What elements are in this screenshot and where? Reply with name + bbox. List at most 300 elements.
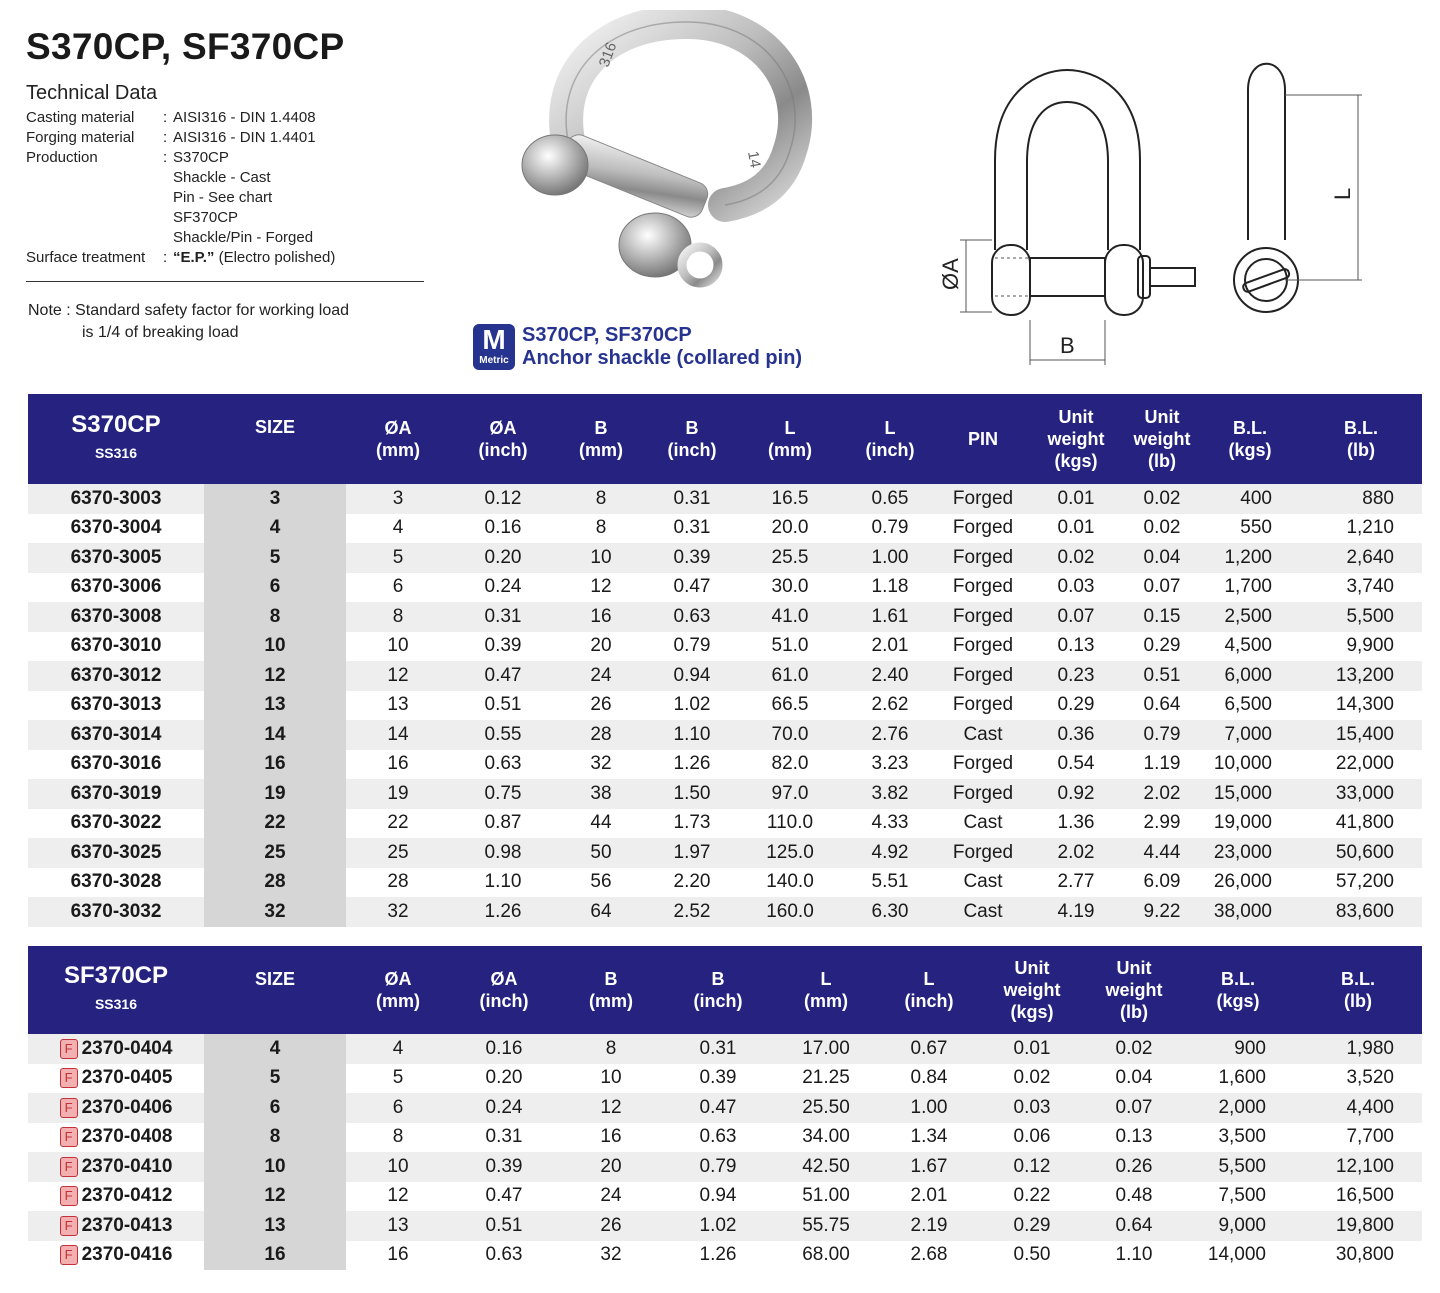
size-cell: 19	[204, 779, 346, 809]
table-cell: 3,520	[1294, 1064, 1422, 1094]
table-cell: 0.94	[664, 1182, 772, 1212]
table-cell: 13	[346, 691, 450, 721]
table-cell: 0.16	[450, 1034, 558, 1064]
table-cell: Forged	[938, 779, 1028, 809]
size-cell: 8	[204, 1123, 346, 1153]
table-cell: 8	[346, 602, 450, 632]
table-cell: 0.54	[1028, 750, 1124, 780]
table-cell: 400	[1200, 484, 1300, 514]
table-cell: 0.20	[450, 543, 556, 573]
tech-value: AISI316 - DIN 1.4401	[173, 129, 316, 146]
item-code-cell: 6370-3012	[28, 661, 204, 691]
table-cell: 4,500	[1200, 632, 1300, 662]
size-cell: 16	[204, 1241, 346, 1271]
table-cell: 83,600	[1300, 897, 1422, 927]
table-cell: 1.36	[1028, 809, 1124, 839]
table-cell: 110.0	[738, 809, 842, 839]
table-cell: 8	[556, 484, 646, 514]
tech-label: Production	[26, 149, 98, 166]
table-cell: 0.79	[1124, 720, 1200, 750]
table-cell: 0.79	[664, 1152, 772, 1182]
forged-badge: F	[60, 1098, 78, 1118]
table-cell: 0.64	[1086, 1211, 1182, 1241]
item-code-cell: 6370-3022	[28, 809, 204, 839]
table-cell: 4	[346, 514, 450, 544]
table-cell: 0.51	[450, 1211, 558, 1241]
table-row	[28, 1093, 1422, 1123]
table-cell: Cast	[938, 809, 1028, 839]
table-cell: 0.47	[450, 1182, 558, 1212]
item-code-cell: 6370-3010	[28, 632, 204, 662]
table-cell: 1.50	[646, 779, 738, 809]
safety-note	[28, 300, 349, 344]
table-cell: 1.19	[1124, 750, 1200, 780]
forged-badge: F	[60, 1127, 78, 1147]
table-cell: 0.98	[450, 838, 556, 868]
table-row	[28, 661, 1422, 691]
size-cell: 12	[204, 661, 346, 691]
tech-value: S370CP	[173, 149, 229, 166]
table-cell: 10	[558, 1064, 664, 1094]
note-line: is 1/4 of breaking load	[82, 324, 239, 341]
table-cell: 6	[346, 573, 450, 603]
table-cell: 4.19	[1028, 897, 1124, 927]
column-header: SIZE	[204, 946, 346, 1034]
table-cell: 66.5	[738, 691, 842, 721]
tech-value: Shackle - Cast	[173, 169, 271, 186]
table-cell: 1.26	[646, 750, 738, 780]
table-cell: 4.44	[1124, 838, 1200, 868]
table-cell: Forged	[938, 632, 1028, 662]
column-header: L (mm)	[738, 394, 842, 484]
table-cell: 0.63	[664, 1123, 772, 1153]
table-cell: Cast	[938, 720, 1028, 750]
tech-row-casting: Casting material : AISI316 - DIN 1.4408	[26, 109, 316, 126]
table-cell: 0.24	[450, 1093, 558, 1123]
size-cell: 8	[204, 602, 346, 632]
table-cell: 0.79	[842, 514, 938, 544]
table-cell: 57,200	[1300, 868, 1422, 898]
table-cell: 7,000	[1200, 720, 1300, 750]
table-row	[28, 779, 1422, 809]
table-cell: 0.39	[664, 1064, 772, 1094]
tech-row-forging: Forging material : AISI316 - DIN 1.4401	[26, 129, 316, 146]
table-cell: 0.65	[842, 484, 938, 514]
tech-label: Forging material	[26, 129, 135, 146]
item-code-cell: F 2370-0413	[28, 1211, 204, 1241]
table-cell: 0.23	[1028, 661, 1124, 691]
table-cell: 1.26	[450, 897, 556, 927]
table-cell: 0.31	[450, 1123, 558, 1153]
table-cell: 1,210	[1300, 514, 1422, 544]
table-cell: 550	[1200, 514, 1300, 544]
table-cell: 140.0	[738, 868, 842, 898]
caption-description: Anchor shackle (collared pin)	[522, 347, 803, 369]
table-cell: 34.00	[772, 1123, 880, 1153]
table-cell: 3,500	[1182, 1123, 1294, 1153]
table-cell: 6.30	[842, 897, 938, 927]
table-cell: 0.01	[1028, 514, 1124, 544]
forged-badge: F	[60, 1186, 78, 1206]
table-cell: 2,000	[1182, 1093, 1294, 1123]
s370cp-table	[28, 394, 1422, 927]
column-header: ØA (inch)	[450, 394, 556, 484]
table-cell: Cast	[938, 868, 1028, 898]
table-row	[28, 514, 1422, 544]
size-cell: 4	[204, 1034, 346, 1064]
size-cell: 6	[204, 1093, 346, 1123]
table-cell: 0.02	[1124, 514, 1200, 544]
table-cell: 13,200	[1300, 661, 1422, 691]
table-cell: 38	[556, 779, 646, 809]
table-cell: 26,000	[1200, 868, 1300, 898]
technical-data-list	[26, 108, 335, 268]
table-cell: 0.39	[646, 543, 738, 573]
table-row	[28, 1211, 1422, 1241]
table-cell: 1.00	[880, 1093, 978, 1123]
divider	[26, 281, 424, 282]
item-code-cell: 6370-3014	[28, 720, 204, 750]
table-cell: Forged	[938, 543, 1028, 573]
table-cell: 0.15	[1124, 602, 1200, 632]
table-cell: 32	[558, 1241, 664, 1271]
table-cell: 1.02	[646, 691, 738, 721]
table-row	[28, 573, 1422, 603]
table-cell: 0.31	[450, 602, 556, 632]
table-cell: 0.31	[664, 1034, 772, 1064]
table-cell: 6	[346, 1093, 450, 1123]
size-cell: 22	[204, 809, 346, 839]
table-cell: 0.07	[1086, 1093, 1182, 1123]
table-cell: 0.12	[450, 484, 556, 514]
item-code-cell: 6370-3005	[28, 543, 204, 573]
table-cell: 64	[556, 897, 646, 927]
column-header: PIN	[938, 394, 1028, 484]
table-cell: 50	[556, 838, 646, 868]
table-cell: 41.0	[738, 602, 842, 632]
table-cell: 0.02	[1028, 543, 1124, 573]
table-cell: 0.01	[978, 1034, 1086, 1064]
table-cell: 14	[346, 720, 450, 750]
table-cell: 6,500	[1200, 691, 1300, 721]
table-cell: 0.29	[1028, 691, 1124, 721]
table-cell: 0.63	[450, 750, 556, 780]
table-cell: 0.13	[1028, 632, 1124, 662]
table-cell: 16	[346, 1241, 450, 1271]
table-cell: 1,700	[1200, 573, 1300, 603]
table-cell: 2.40	[842, 661, 938, 691]
table-cell: 5	[346, 543, 450, 573]
table-cell: 26	[556, 691, 646, 721]
item-code-cell: 6370-3004	[28, 514, 204, 544]
table-cell: 20	[556, 632, 646, 662]
item-code-cell: 6370-3008	[28, 602, 204, 632]
table-cell: 2.02	[1028, 838, 1124, 868]
table-cell: 2.52	[646, 897, 738, 927]
size-cell: 28	[204, 868, 346, 898]
table-cell: 22	[346, 809, 450, 839]
svg-text:14: 14	[744, 149, 764, 170]
item-code-cell: 6370-3028	[28, 868, 204, 898]
table-cell: Forged	[938, 573, 1028, 603]
item-code-cell: F 2370-0410	[28, 1152, 204, 1182]
table-cell: 0.01	[1028, 484, 1124, 514]
table-cell: 0.92	[1028, 779, 1124, 809]
item-code-cell: F 2370-0406	[28, 1093, 204, 1123]
table-cell: Forged	[938, 484, 1028, 514]
column-header: ØA (inch)	[450, 946, 558, 1034]
table-cell: Forged	[938, 602, 1028, 632]
item-code-cell: 6370-3019	[28, 779, 204, 809]
table-cell: 4.33	[842, 809, 938, 839]
tech-value: Shackle/Pin - Forged	[173, 229, 314, 246]
item-code-cell: F 2370-0405	[28, 1064, 204, 1094]
table-cell: 15,400	[1300, 720, 1422, 750]
item-code-cell: F 2370-0416	[28, 1241, 204, 1271]
table-cell: 12,100	[1294, 1152, 1422, 1182]
item-code-cell: 6370-3025	[28, 838, 204, 868]
table-cell: 24	[556, 661, 646, 691]
table-cell: 880	[1300, 484, 1422, 514]
table-cell: 15,000	[1200, 779, 1300, 809]
table-cell: 0.64	[1124, 691, 1200, 721]
table-cell: 9.22	[1124, 897, 1200, 927]
table-cell: 0.03	[978, 1093, 1086, 1123]
table-cell: 56	[556, 868, 646, 898]
table-cell: 19	[346, 779, 450, 809]
table-row	[28, 1064, 1422, 1094]
table-cell: 26	[558, 1211, 664, 1241]
dimension-a-label: ØA	[938, 258, 963, 290]
table-cell: 7,700	[1294, 1123, 1422, 1153]
table-cell: 0.29	[1124, 632, 1200, 662]
table-cell: 1.18	[842, 573, 938, 603]
table-cell: 20.0	[738, 514, 842, 544]
table-cell: 51.00	[772, 1182, 880, 1212]
column-header: B.L. (kgs)	[1200, 394, 1300, 484]
table-cell: 2.77	[1028, 868, 1124, 898]
item-code-cell: 6370-3032	[28, 897, 204, 927]
table-cell: 1.61	[842, 602, 938, 632]
column-header: Unit weight (lb)	[1086, 946, 1182, 1034]
table-cell: 38,000	[1200, 897, 1300, 927]
column-header: ØA (mm)	[346, 394, 450, 484]
table-row	[28, 838, 1422, 868]
caption-model: S370CP, SF370CP	[522, 324, 692, 346]
table-cell: 0.13	[1086, 1123, 1182, 1153]
table-cell: Cast	[938, 897, 1028, 927]
model-header: S370CP SS316	[28, 394, 204, 484]
table-cell: 82.0	[738, 750, 842, 780]
table-cell: 70.0	[738, 720, 842, 750]
tech-value: SF370CP	[173, 209, 239, 226]
forged-badge: F	[60, 1039, 78, 1059]
table-cell: Forged	[938, 691, 1028, 721]
table-cell: 22,000	[1300, 750, 1422, 780]
column-header: SIZE	[204, 394, 346, 484]
table-cell: 0.47	[646, 573, 738, 603]
table-cell: Forged	[938, 661, 1028, 691]
column-header: ØA (mm)	[346, 946, 450, 1034]
table-cell: 1.34	[880, 1123, 978, 1153]
table-cell: 5,500	[1300, 602, 1422, 632]
table-cell: 1.00	[842, 543, 938, 573]
table-cell: 1,200	[1200, 543, 1300, 573]
table-cell: 1.26	[664, 1241, 772, 1271]
table-cell: 0.02	[1124, 484, 1200, 514]
table-cell: 25.50	[772, 1093, 880, 1123]
size-cell: 32	[204, 897, 346, 927]
table-cell: 1.73	[646, 809, 738, 839]
table-cell: 16	[556, 602, 646, 632]
table-cell: 10,000	[1200, 750, 1300, 780]
table-cell: 8	[558, 1034, 664, 1064]
table-row	[28, 1241, 1422, 1271]
table-cell: 0.06	[978, 1123, 1086, 1153]
table-cell: 0.47	[664, 1093, 772, 1123]
table-cell: 13	[346, 1211, 450, 1241]
table-cell: 1.10	[646, 720, 738, 750]
table-row	[28, 1152, 1422, 1182]
table-cell: 0.50	[978, 1241, 1086, 1271]
table-cell: 2.01	[880, 1182, 978, 1212]
table-cell: 0.39	[450, 632, 556, 662]
table-row	[28, 1123, 1422, 1153]
item-code-cell: F 2370-0404	[28, 1034, 204, 1064]
table-cell: Forged	[938, 838, 1028, 868]
table-cell: 0.67	[880, 1034, 978, 1064]
table-cell: 0.22	[978, 1182, 1086, 1212]
tech-value: AISI316 - DIN 1.4408	[173, 109, 316, 126]
table-cell: 19,000	[1200, 809, 1300, 839]
table-cell: 2,500	[1200, 602, 1300, 632]
forged-badge: F	[60, 1245, 78, 1265]
table-cell: 28	[346, 868, 450, 898]
table-cell: 0.87	[450, 809, 556, 839]
table-cell: 68.00	[772, 1241, 880, 1271]
table-cell: 5	[346, 1064, 450, 1094]
table-row	[28, 691, 1422, 721]
size-cell: 4	[204, 514, 346, 544]
column-header: Unit weight (lb)	[1124, 394, 1200, 484]
table-row	[28, 809, 1422, 839]
table-cell: 0.20	[450, 1064, 558, 1094]
metric-badge: M Metric	[473, 324, 515, 370]
table-cell: 0.63	[450, 1241, 558, 1271]
item-code-cell: F 2370-0412	[28, 1182, 204, 1212]
table-cell: 2.02	[1124, 779, 1200, 809]
table-cell: 5,500	[1182, 1152, 1294, 1182]
table-cell: 3,740	[1300, 573, 1422, 603]
model-header: SF370CP SS316	[28, 946, 204, 1034]
table-cell: 25.5	[738, 543, 842, 573]
size-cell: 10	[204, 632, 346, 662]
table-cell: 42.50	[772, 1152, 880, 1182]
table-cell: 1.02	[664, 1211, 772, 1241]
column-header: B (inch)	[664, 946, 772, 1034]
table-cell: 17.00	[772, 1034, 880, 1064]
table-cell: Forged	[938, 750, 1028, 780]
technical-data-heading: Technical Data	[26, 82, 158, 104]
table-row	[28, 750, 1422, 780]
size-cell: 12	[204, 1182, 346, 1212]
table-cell: 30,800	[1294, 1241, 1422, 1271]
table-cell: 1.10	[450, 868, 556, 898]
table-cell: 14,300	[1300, 691, 1422, 721]
table-cell: 2.20	[646, 868, 738, 898]
table-cell: 25	[346, 838, 450, 868]
page-title: S370CP, SF370CP	[26, 26, 345, 67]
table-cell: 0.55	[450, 720, 556, 750]
table-cell: 50,600	[1300, 838, 1422, 868]
table-cell: 16	[346, 750, 450, 780]
table-cell: 61.0	[738, 661, 842, 691]
tech-row-surface: Surface treatment : “E.P.” (Electro polished)	[26, 249, 336, 266]
table-cell: 10	[556, 543, 646, 573]
shackle-photo	[500, 10, 820, 310]
table-cell: 0.02	[978, 1064, 1086, 1094]
note-line: Note : Standard safety factor for working load	[28, 302, 350, 319]
column-header: B (mm)	[556, 394, 646, 484]
table-cell: 3.82	[842, 779, 938, 809]
table-cell: 16,500	[1294, 1182, 1422, 1212]
table-cell: 23,000	[1200, 838, 1300, 868]
table-row	[28, 1034, 1422, 1064]
table-cell: 32	[346, 897, 450, 927]
table-cell: 160.0	[738, 897, 842, 927]
item-code-cell: 6370-3016	[28, 750, 204, 780]
table-cell: 16	[558, 1123, 664, 1153]
table-cell: 1,600	[1182, 1064, 1294, 1094]
tech-value: Pin - See chart	[173, 189, 273, 206]
table-cell: 7,500	[1182, 1182, 1294, 1212]
column-header: Unit weight (kgs)	[1028, 394, 1124, 484]
tech-label: Casting material	[26, 109, 135, 126]
table-cell: 6,000	[1200, 661, 1300, 691]
table-cell: 0.39	[450, 1152, 558, 1182]
product-caption	[522, 324, 802, 370]
size-cell: 6	[204, 573, 346, 603]
table-cell: 12	[558, 1093, 664, 1123]
table-row	[28, 602, 1422, 632]
table-row	[28, 868, 1422, 898]
table-cell: 32	[556, 750, 646, 780]
size-cell: 14	[204, 720, 346, 750]
table-cell: 0.51	[450, 691, 556, 721]
table-row	[28, 543, 1422, 573]
dimension-l-label: L	[1330, 187, 1355, 200]
table-cell: 0.04	[1086, 1064, 1182, 1094]
table-cell: 30.0	[738, 573, 842, 603]
table-cell: 4.92	[842, 838, 938, 868]
table-row	[28, 720, 1422, 750]
table-cell: 9,900	[1300, 632, 1422, 662]
table-cell: 0.36	[1028, 720, 1124, 750]
table-cell: 0.12	[978, 1152, 1086, 1182]
tech-value: “E.P.” (Electro polished)	[173, 249, 336, 266]
forged-badge: F	[60, 1216, 78, 1236]
table-cell: 0.51	[1124, 661, 1200, 691]
table-cell: 44	[556, 809, 646, 839]
table-cell: 0.48	[1086, 1182, 1182, 1212]
size-cell: 16	[204, 750, 346, 780]
table-cell: 3.23	[842, 750, 938, 780]
size-cell: 3	[204, 484, 346, 514]
size-cell: 10	[204, 1152, 346, 1182]
table-cell: 2.01	[842, 632, 938, 662]
technical-drawing	[930, 50, 1410, 380]
table-cell: 10	[346, 632, 450, 662]
